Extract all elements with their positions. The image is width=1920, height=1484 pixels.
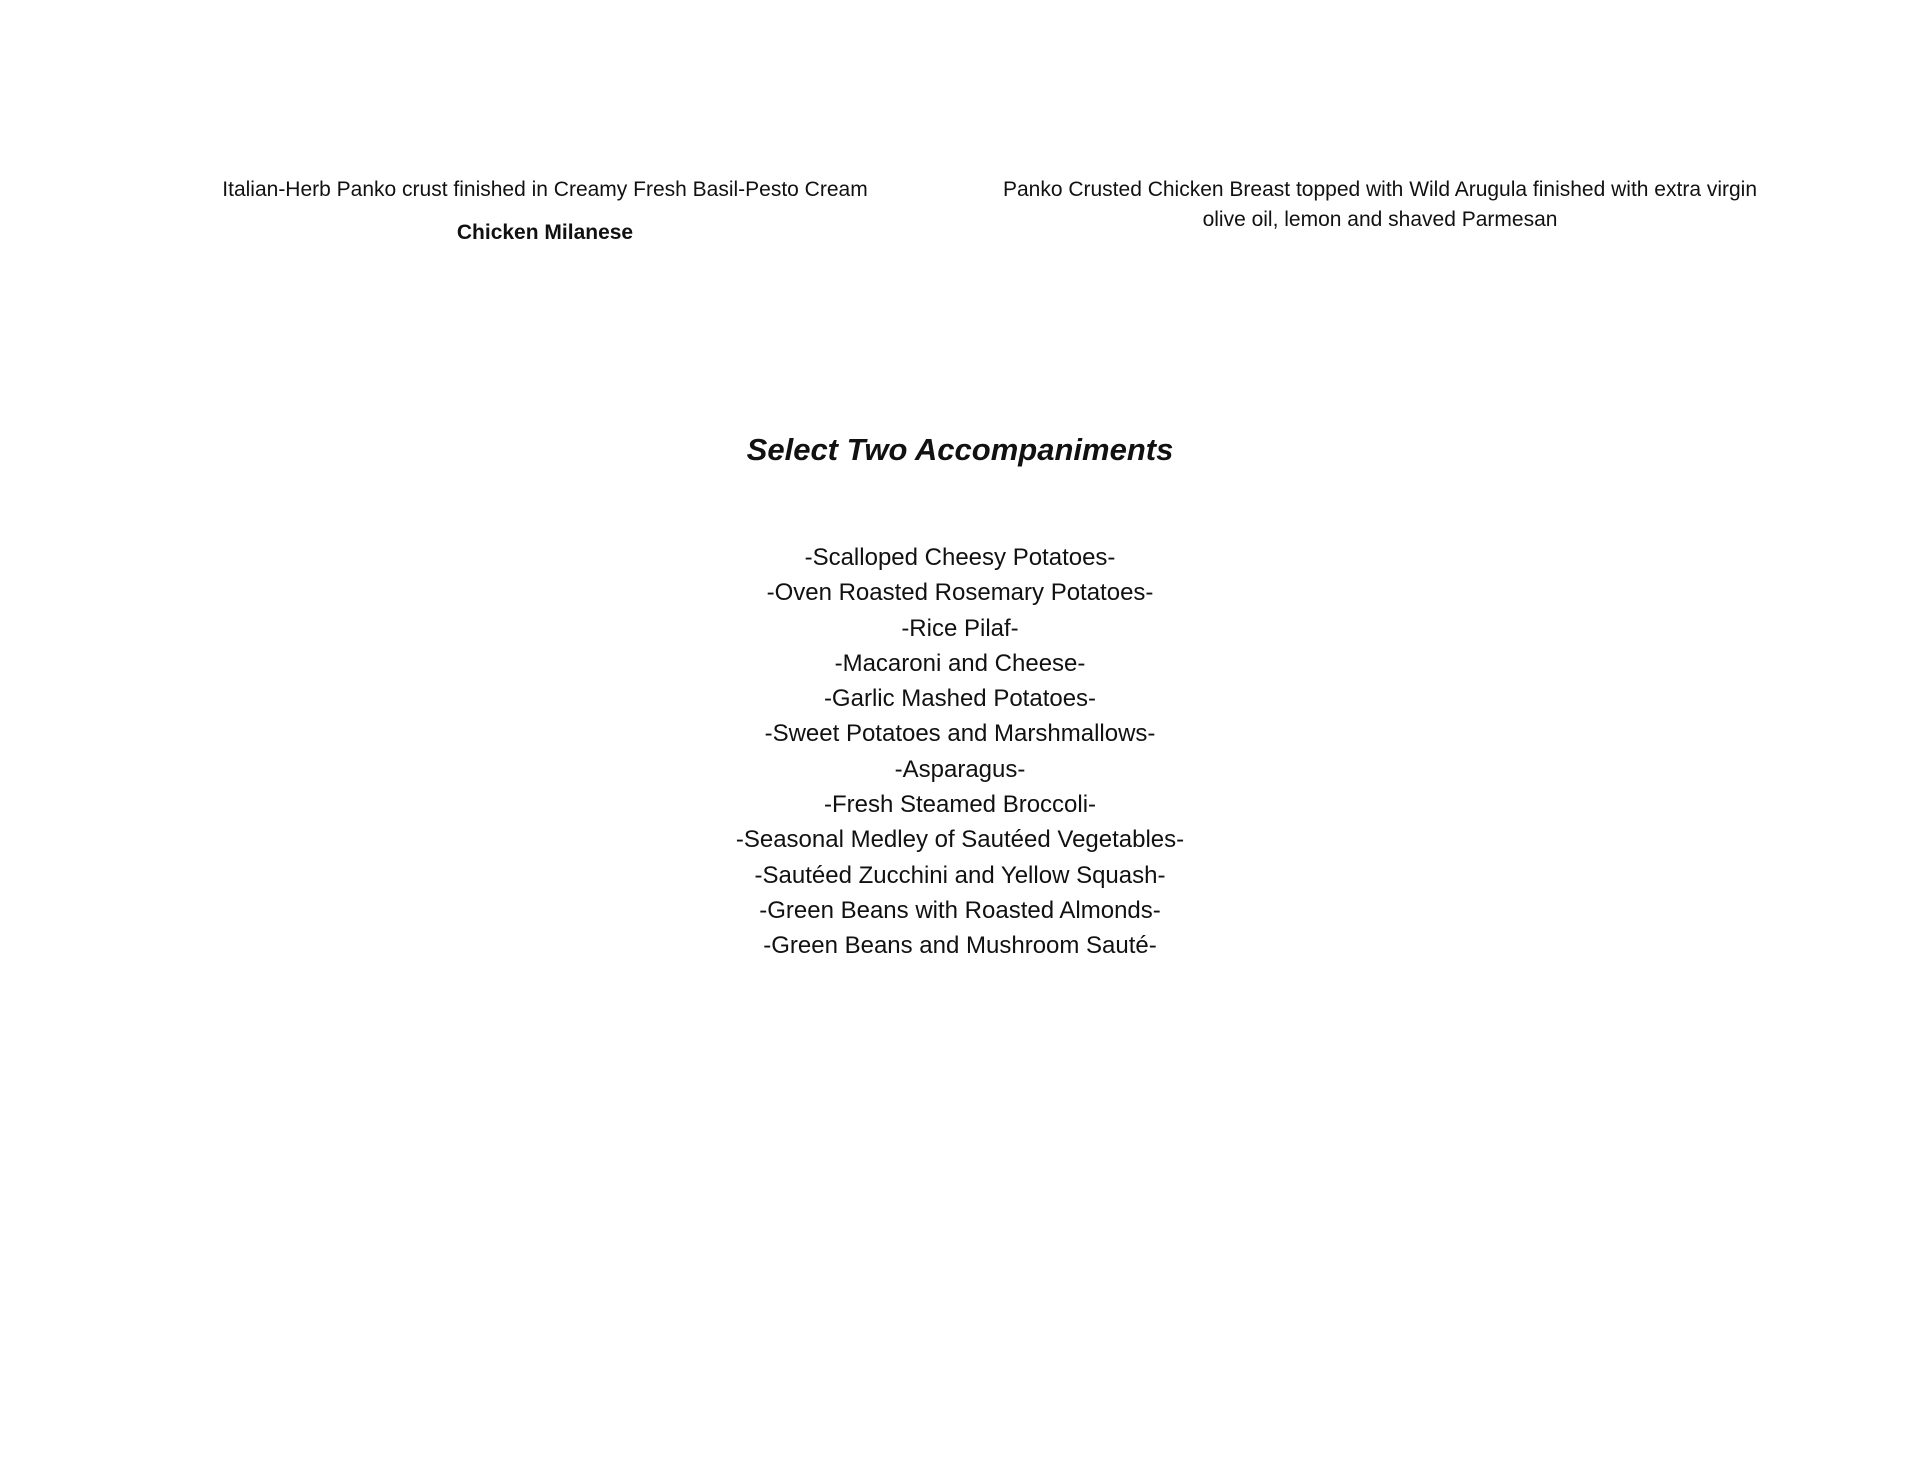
list-item: -Asparagus- <box>894 755 1026 783</box>
accompaniments-heading: Select Two Accompaniments <box>746 432 1174 467</box>
list-item: -Green Beans with Roasted Almonds- <box>759 896 1161 924</box>
left-dish-description: Italian-Herb Panko crust finished in Creamy Fresh Basil-Pesto Cream <box>222 178 868 201</box>
right-dish-block <box>995 175 1765 235</box>
list-item: -Oven Roasted Rosemary Potatoes- <box>766 579 1154 607</box>
left-dish-title: Chicken Milanese <box>456 221 634 244</box>
list-item: -Seasonal Medley of Sautéed Vegetables- <box>735 826 1185 854</box>
list-item: -Scalloped Cheesy Potatoes- <box>804 544 1116 571</box>
left-dish-block <box>180 175 910 248</box>
list-item: -Rice Pilaf- <box>901 614 1019 642</box>
list-item: -Garlic Mashed Potatoes- <box>823 685 1097 713</box>
list-item: -Green Beans and Mushroom Sauté- <box>763 932 1157 960</box>
list-item: -Sweet Potatoes and Marshmallows- <box>764 720 1156 748</box>
accompaniments-list <box>0 540 1920 964</box>
right-dish-description: Panko Crusted Chicken Breast topped with Wild Arugula finished with extra virgin olive oil, lemon and shaved Parmesan <box>1002 178 1758 231</box>
list-item: -Macaroni and Cheese- <box>834 649 1086 677</box>
list-item: -Fresh Steamed Broccoli- <box>823 791 1097 819</box>
list-item: -Sautéed Zucchini and Yellow Squash- <box>754 861 1166 889</box>
